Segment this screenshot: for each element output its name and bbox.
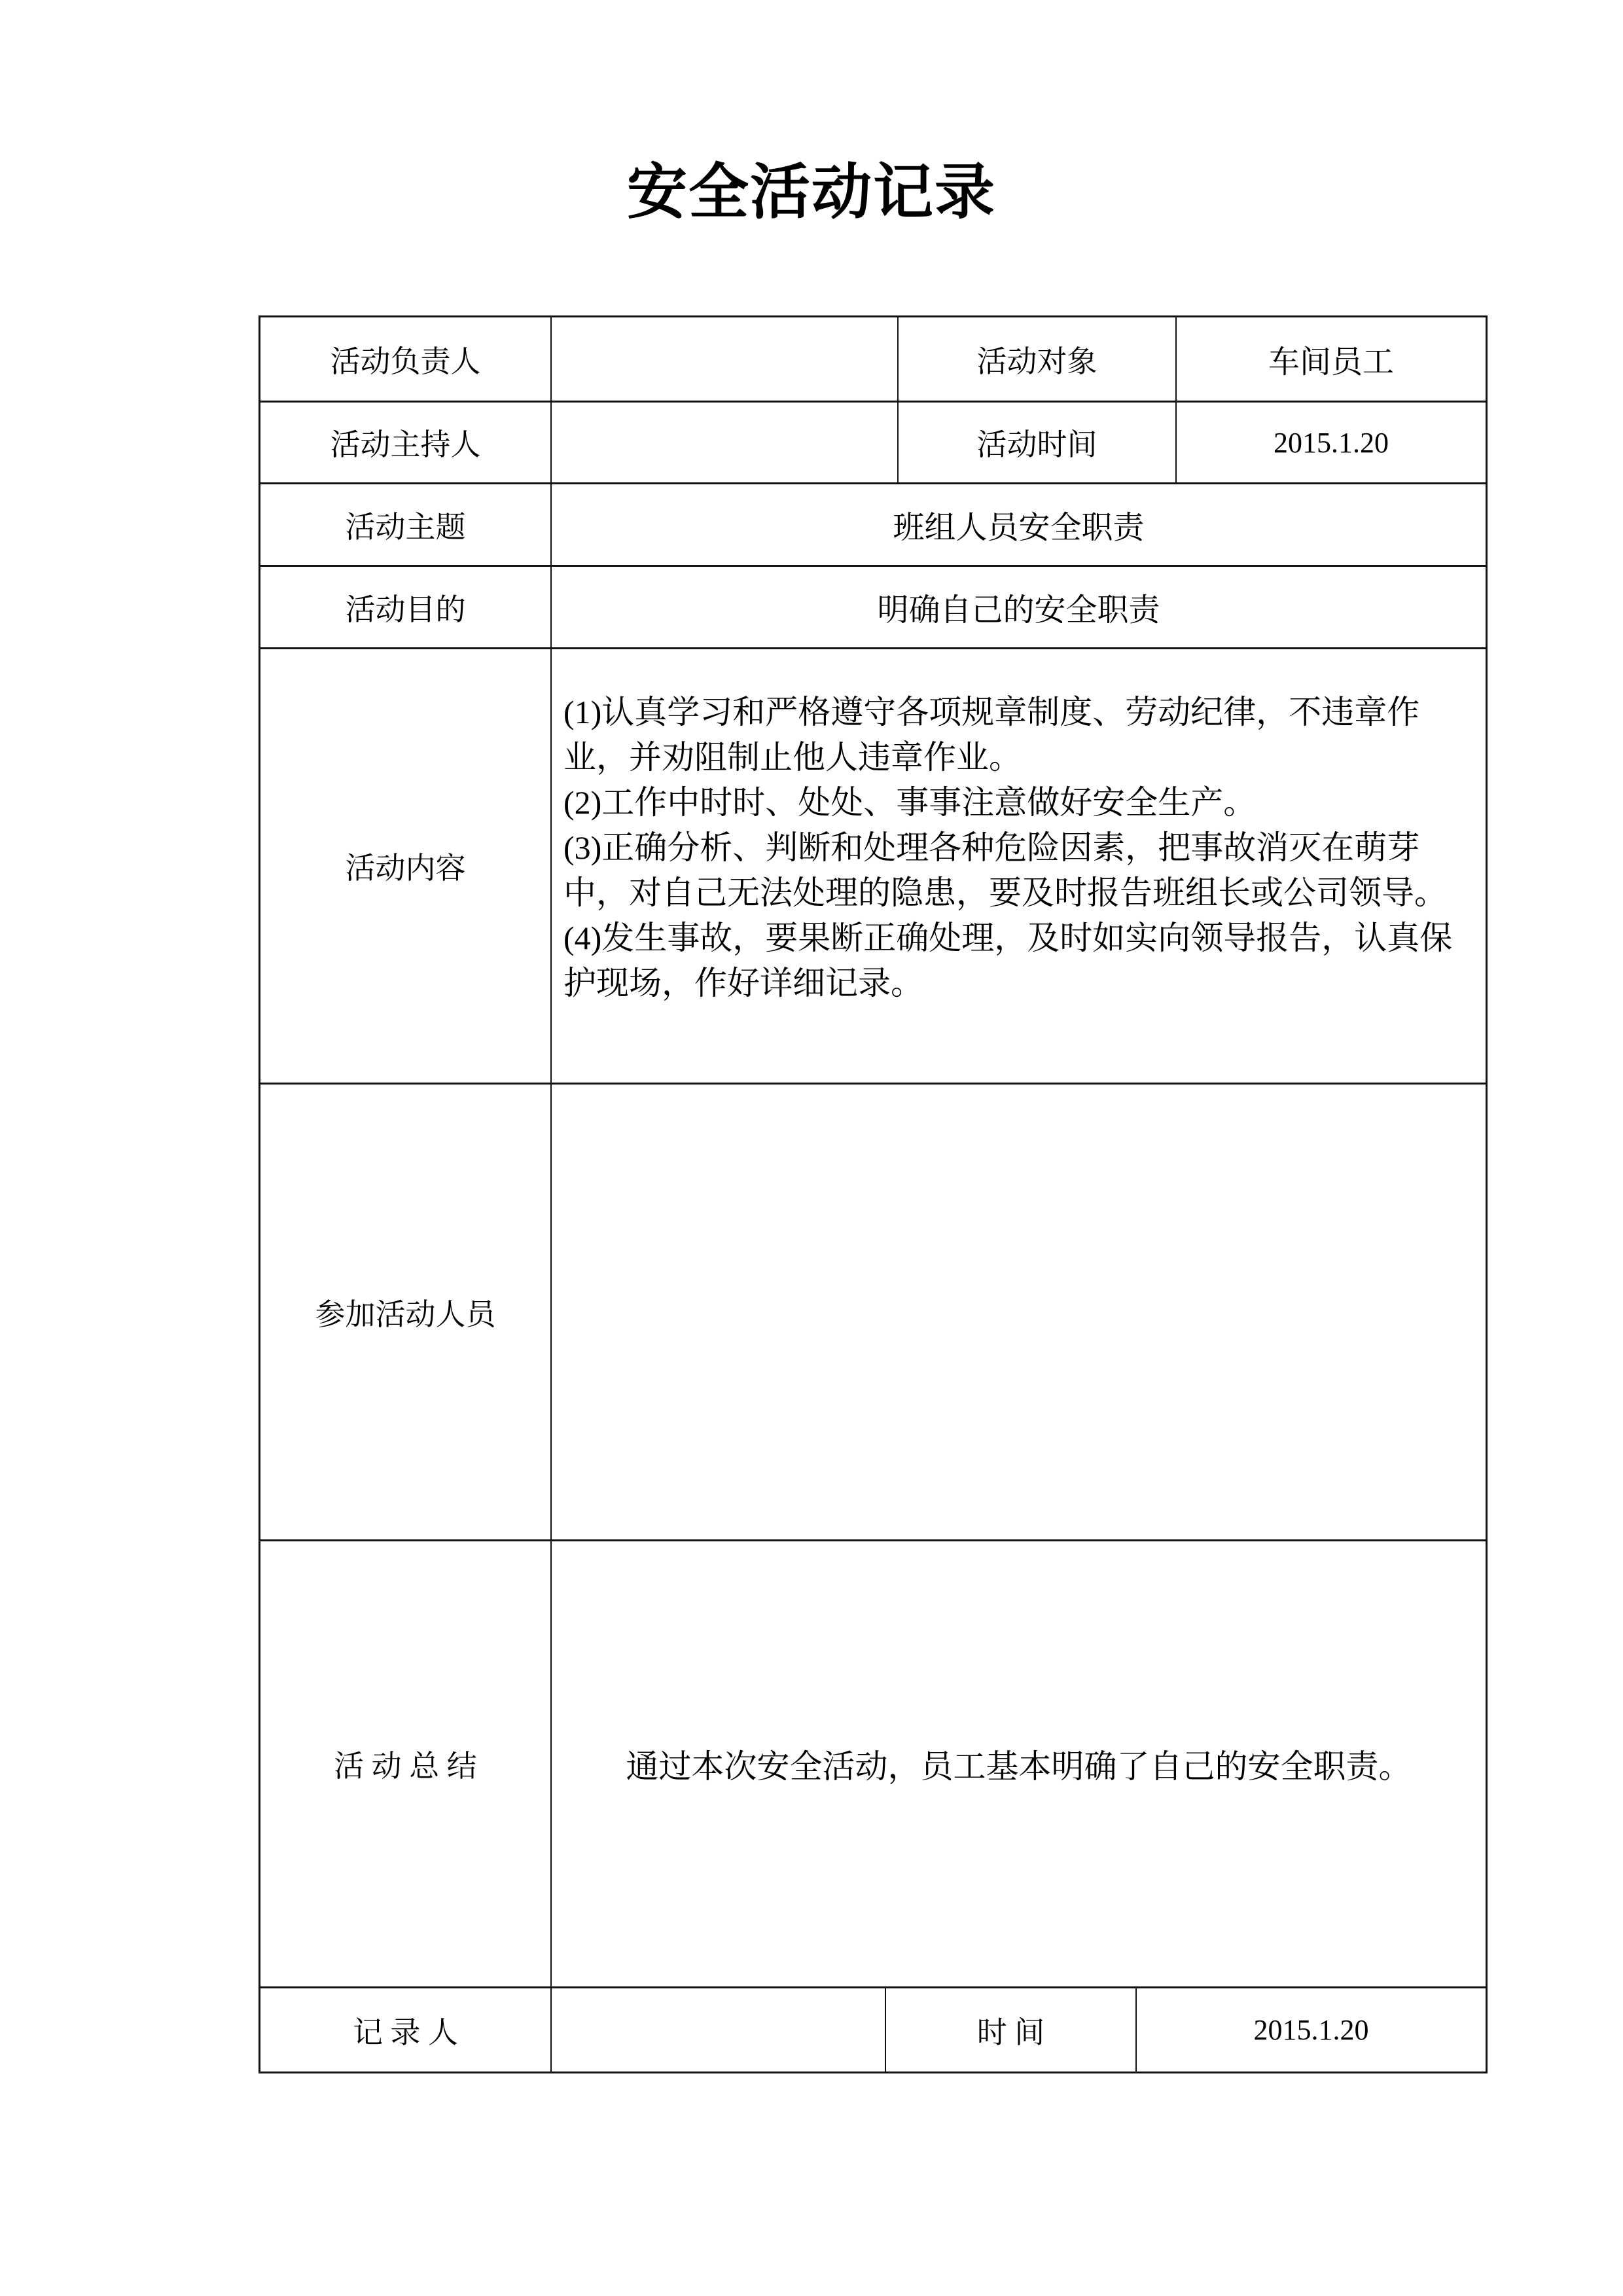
content-line: 业，并劝阻制止他人违章作业。 [563,739,1022,776]
content-value [552,649,1486,1083]
host-value-cell [552,403,899,482]
summary-label: 活 动 总 结 [260,1541,552,1986]
host-label: 活动主持人 [260,403,552,482]
record-time-label: 时 间 [886,1988,1137,2072]
leader-value-cell [552,317,899,401]
recorder-label: 记 录 人 [260,1988,552,2072]
topic-value: 班组人员安全职责 [893,511,1145,545]
record-time-value: 2015.1.20 [1253,2014,1369,2046]
table-row-content [260,649,1486,1085]
page-title: 安全活动记录 [626,159,996,226]
audience-label: 活动对象 [899,317,1177,401]
safety-activity-record-table [259,315,1488,2073]
activity-time-value: 2015.1.20 [1274,426,1389,459]
table-row-participants [260,1085,1486,1541]
participants-label: 参加活动人员 [260,1085,552,1539]
participants-value-cell [552,1085,1486,1539]
content-text [563,690,1452,1006]
table-row-topic [260,484,1486,567]
table-row-leader [260,317,1486,403]
content-line: (2)工作中时时、处处、事事注意做好安全生产。 [563,784,1257,821]
purpose-label: 活动目的 [260,567,552,647]
activity-time-label: 活动时间 [899,403,1177,482]
purpose-value: 明确自己的安全职责 [877,593,1160,628]
content-line: (4)发生事故，要果断正确处理，及时如实向领导报告，认真保 [563,920,1453,956]
table-row-summary [260,1541,1486,1988]
summary-value: 通过本次安全活动，员工基本明确了自己的安全职责。 [626,1748,1412,1785]
content-line: (3)正确分析、判断和处理各种危险因素，把事故消灭在萌芽 [563,829,1420,866]
recorder-value-cell [552,1988,886,2072]
table-row-recorder [260,1988,1486,2072]
topic-label: 活动主题 [260,484,552,565]
content-label: 活动内容 [260,649,552,1083]
leader-label: 活动负责人 [260,317,552,401]
content-line: 护现场，作好详细记录。 [563,965,923,1001]
table-row-host [260,403,1486,484]
content-line: (1)认真学习和严格遵守各项规章制度、劳动纪律，不违章作 [563,694,1420,730]
audience-value: 车间员工 [1268,345,1394,380]
content-line: 中，对自己无法处理的隐患，要及时报告班组长或公司领导。 [563,874,1447,911]
table-row-purpose [260,567,1486,649]
